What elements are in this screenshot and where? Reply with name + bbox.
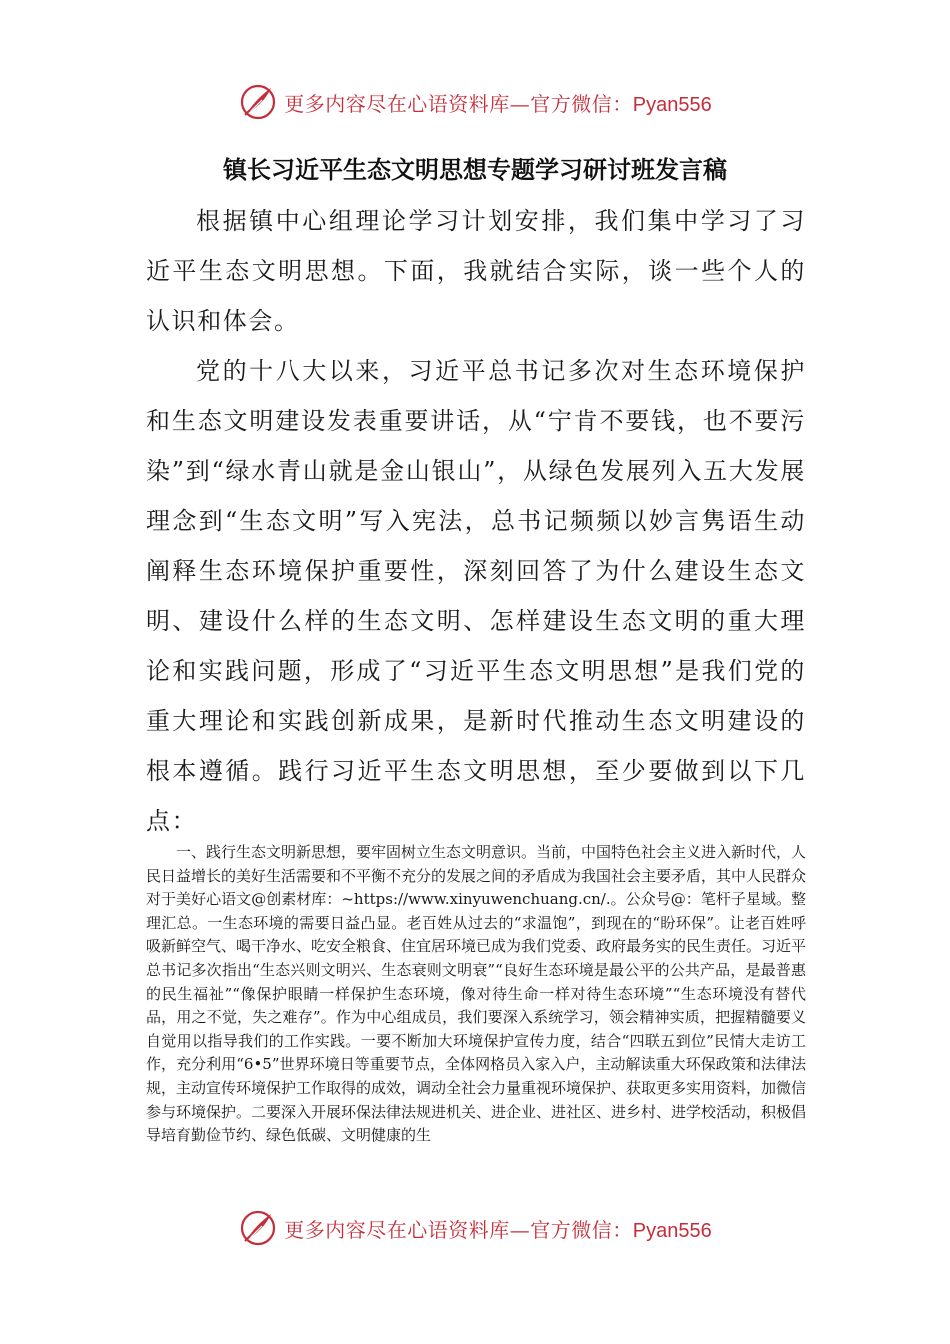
header-banner-content xyxy=(238,82,711,122)
quill-pen-logo-icon xyxy=(238,1208,278,1248)
header-banner-text: 更多内容尽在心语资料库—官方微信：Pyan556 xyxy=(284,91,712,116)
quill-pen-logo-icon xyxy=(238,82,278,122)
background-paragraph: 党的十八大以来，习近平总书记多次对生态环境保护和生态文明建设发表重要讲话，从“宁肯不要钱，也不要污染”到“绿水青山就是金山银山”，从绿色发展列入五大发展理念到“生态文明”写入宪法，总书记频频以妙言隽语生动阐释生态环境保护重要性，深刻回答了为什么建设生态文明、建设什么样的生态文明、怎样建设生态文明的重大理论和实践问题，形成了“习近平生态文明思想”是我们党的重大理论和实践创新成果，是新时代推动生态文明建设的根本遵循。践行习近平生态文明思想，至少要做到以下几点： xyxy=(146,357,806,835)
footer-banner-brand: Pyan556 xyxy=(632,1219,712,1242)
header-banner-brand: Pyan556 xyxy=(632,93,712,116)
footer-banner-content xyxy=(238,1208,711,1248)
intro-paragraph: 根据镇中心组理论学习计划安排，我们集中学习了习近平生态文明思想。下面，我就结合实际，谈一些个人的认识和体会。 xyxy=(146,207,806,335)
document-title: 镇长习近平生态文明思想专题学习研讨班发言稿 xyxy=(223,156,727,184)
section-one-paragraph: 一、践行生态文明新思想，要牢固树立生态文明意识。当前，中国特色社会主义进入新时代，人民日益增长的美好生活需要和不平衡不充分的发展之间的矛盾成为我国社会主要矛盾，其中人民群众对于美好心语文@创素材库：~https://www.xinyuwenchuang.cn/.。公众号@：笔杆子星域。整理汇总。一生态环境的需要日益凸显。老百姓从过去的“求温饱”，到现在的“盼环保”。让老百姓呼吸新鲜空气、喝干净水、吃安全粮食、住宜居环境已成为我们党委、政府最务实的民生责任。习近平总书记多次指出“生态兴则文明兴、生态衰则文明衰”“良好生态环境是最公平的公共产品，是最普惠的民生福祉”“像保护眼睛一样保护生态环境，像对待生命一样对待生态环境”“生态环境没有替代品，用之不觉，失之难存”。作为中心组成员，我们要深入系统学习，领会精神实质，把握精髓要义自觉用以指导我们的工作实践。一要不断加大环境保护宣传力度，结合“四联五到位”民情大走访工作，充分利用“6•5”世界环境日等重要节点，全体网格员入家入户，主动解读重大环保政策和法律法规，主动宣传环境保护工作取得的成效，调动全社会力量重视环境保护、获取更多实用资料，加微信参与环境保护。二要深入开展环保法律法规进机关、进企业、进社区、进乡村、进学校活动，积极倡导培育勤俭节约、绿色低碳、文明健康的生 xyxy=(146,843,807,1145)
header-banner xyxy=(0,80,950,124)
footer-banner-text: 更多内容尽在心语资料库—官方微信：Pyan556 xyxy=(284,1217,712,1242)
footer-banner xyxy=(0,1206,950,1250)
